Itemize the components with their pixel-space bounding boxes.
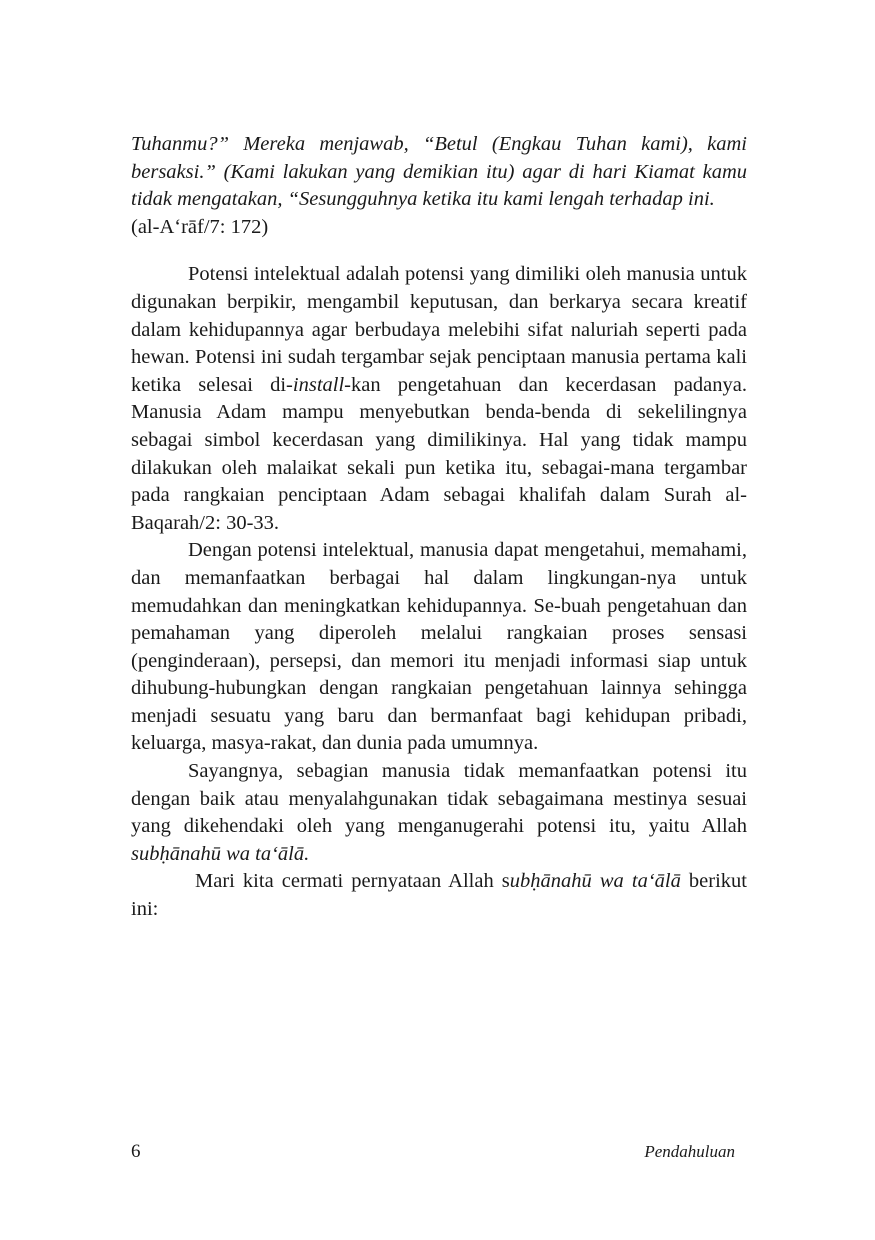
paragraph-misuse [131,758,747,868]
paragraph-text: Mari kita cermati pernyataan Allah s [195,870,510,893]
quran-translation-quote [131,131,747,241]
emphasis-text: install [292,373,345,396]
page-body [131,131,747,924]
page-number: 6 [131,1141,141,1162]
paragraph-intellectual-potential [131,261,747,537]
paragraph-intellectual-benefits [131,537,747,758]
emphasis-text: subḥānahū wa ta‘ālā. [131,842,310,865]
paragraph-text: Dengan potensi intelektual, manusia dapat mengetahui, memahami, dan memanfaatkan berbagai hal dalam lingkungan-nya untuk memudahkan dan meningkatkan kehidupannya. Se-buah pengetahuan dan pemahaman yang diperoleh melalui rangkaian proses sensasi (penginderaan), persepsi, dan memori itu menjadi informasi siap untuk dihubung-hubungkan dengan rangkaian pengetahuan lainnya sehingga menjadi sesuatu yang baru dan bermanfaat bagi kehidupan pribadi, keluarga, masya-rakat, dan dunia pada umumnya. [131,539,747,755]
quote-text: Tuhanmu?” Mereka menjawab, “Betul (Engkau Tuhan kami), kami bersaksi.” (Kami lakukan yang demikian itu) agar di hari Kiamat kamu tidak mengatakan, “Sesungguhnya ketika itu kami lengah terhadap ini. [131,133,747,211]
paragraph-text: -kan pengetahuan dan kecerdasan padanya. Manusia Adam mampu menyebutkan benda-benda di sekelilingnya sebagai simbol kecerdasan yang dimilikinya. Hal yang tidak mampu dilakukan oleh malaikat sekali pun ketika itu, sebagai-mana tergambar pada rangkaian penciptaan Adam sebagai khalifah dalam Surah al-Baqarah/2: 30-33. [131,373,747,534]
paragraph-text: Sayangnya, sebagian manusia tidak memanfaatkan potensi itu dengan baik atau menyalahgunakan tidak sebagaimana mestinya sesuai yang dikehendaki oleh yang menganugerahi potensi itu, yaitu Allah [131,760,747,838]
paragraph-closing [131,868,747,923]
paragraph-text: Potensi intelektual adalah potensi yang dimiliki oleh manusia untuk digunakan berpikir, mengambil keputusan, dan berkarya secara kreatif dalam kehidupannya agar berbudaya melebihi sifat naluriah seperti pada hewan. Potensi ini sudah tergambar sejak penciptaan manusia pertama kali ketika selesai di- [131,263,747,396]
quote-reference: (al-A‘rāf/7: 172) [131,215,269,238]
running-footer-title: Pendahuluan [644,1142,735,1161]
emphasis-text: ubḥānahū wa ta‘ālā [509,870,681,893]
page-footer [131,1141,735,1163]
paragraph-text: berikut ini: [131,870,747,921]
